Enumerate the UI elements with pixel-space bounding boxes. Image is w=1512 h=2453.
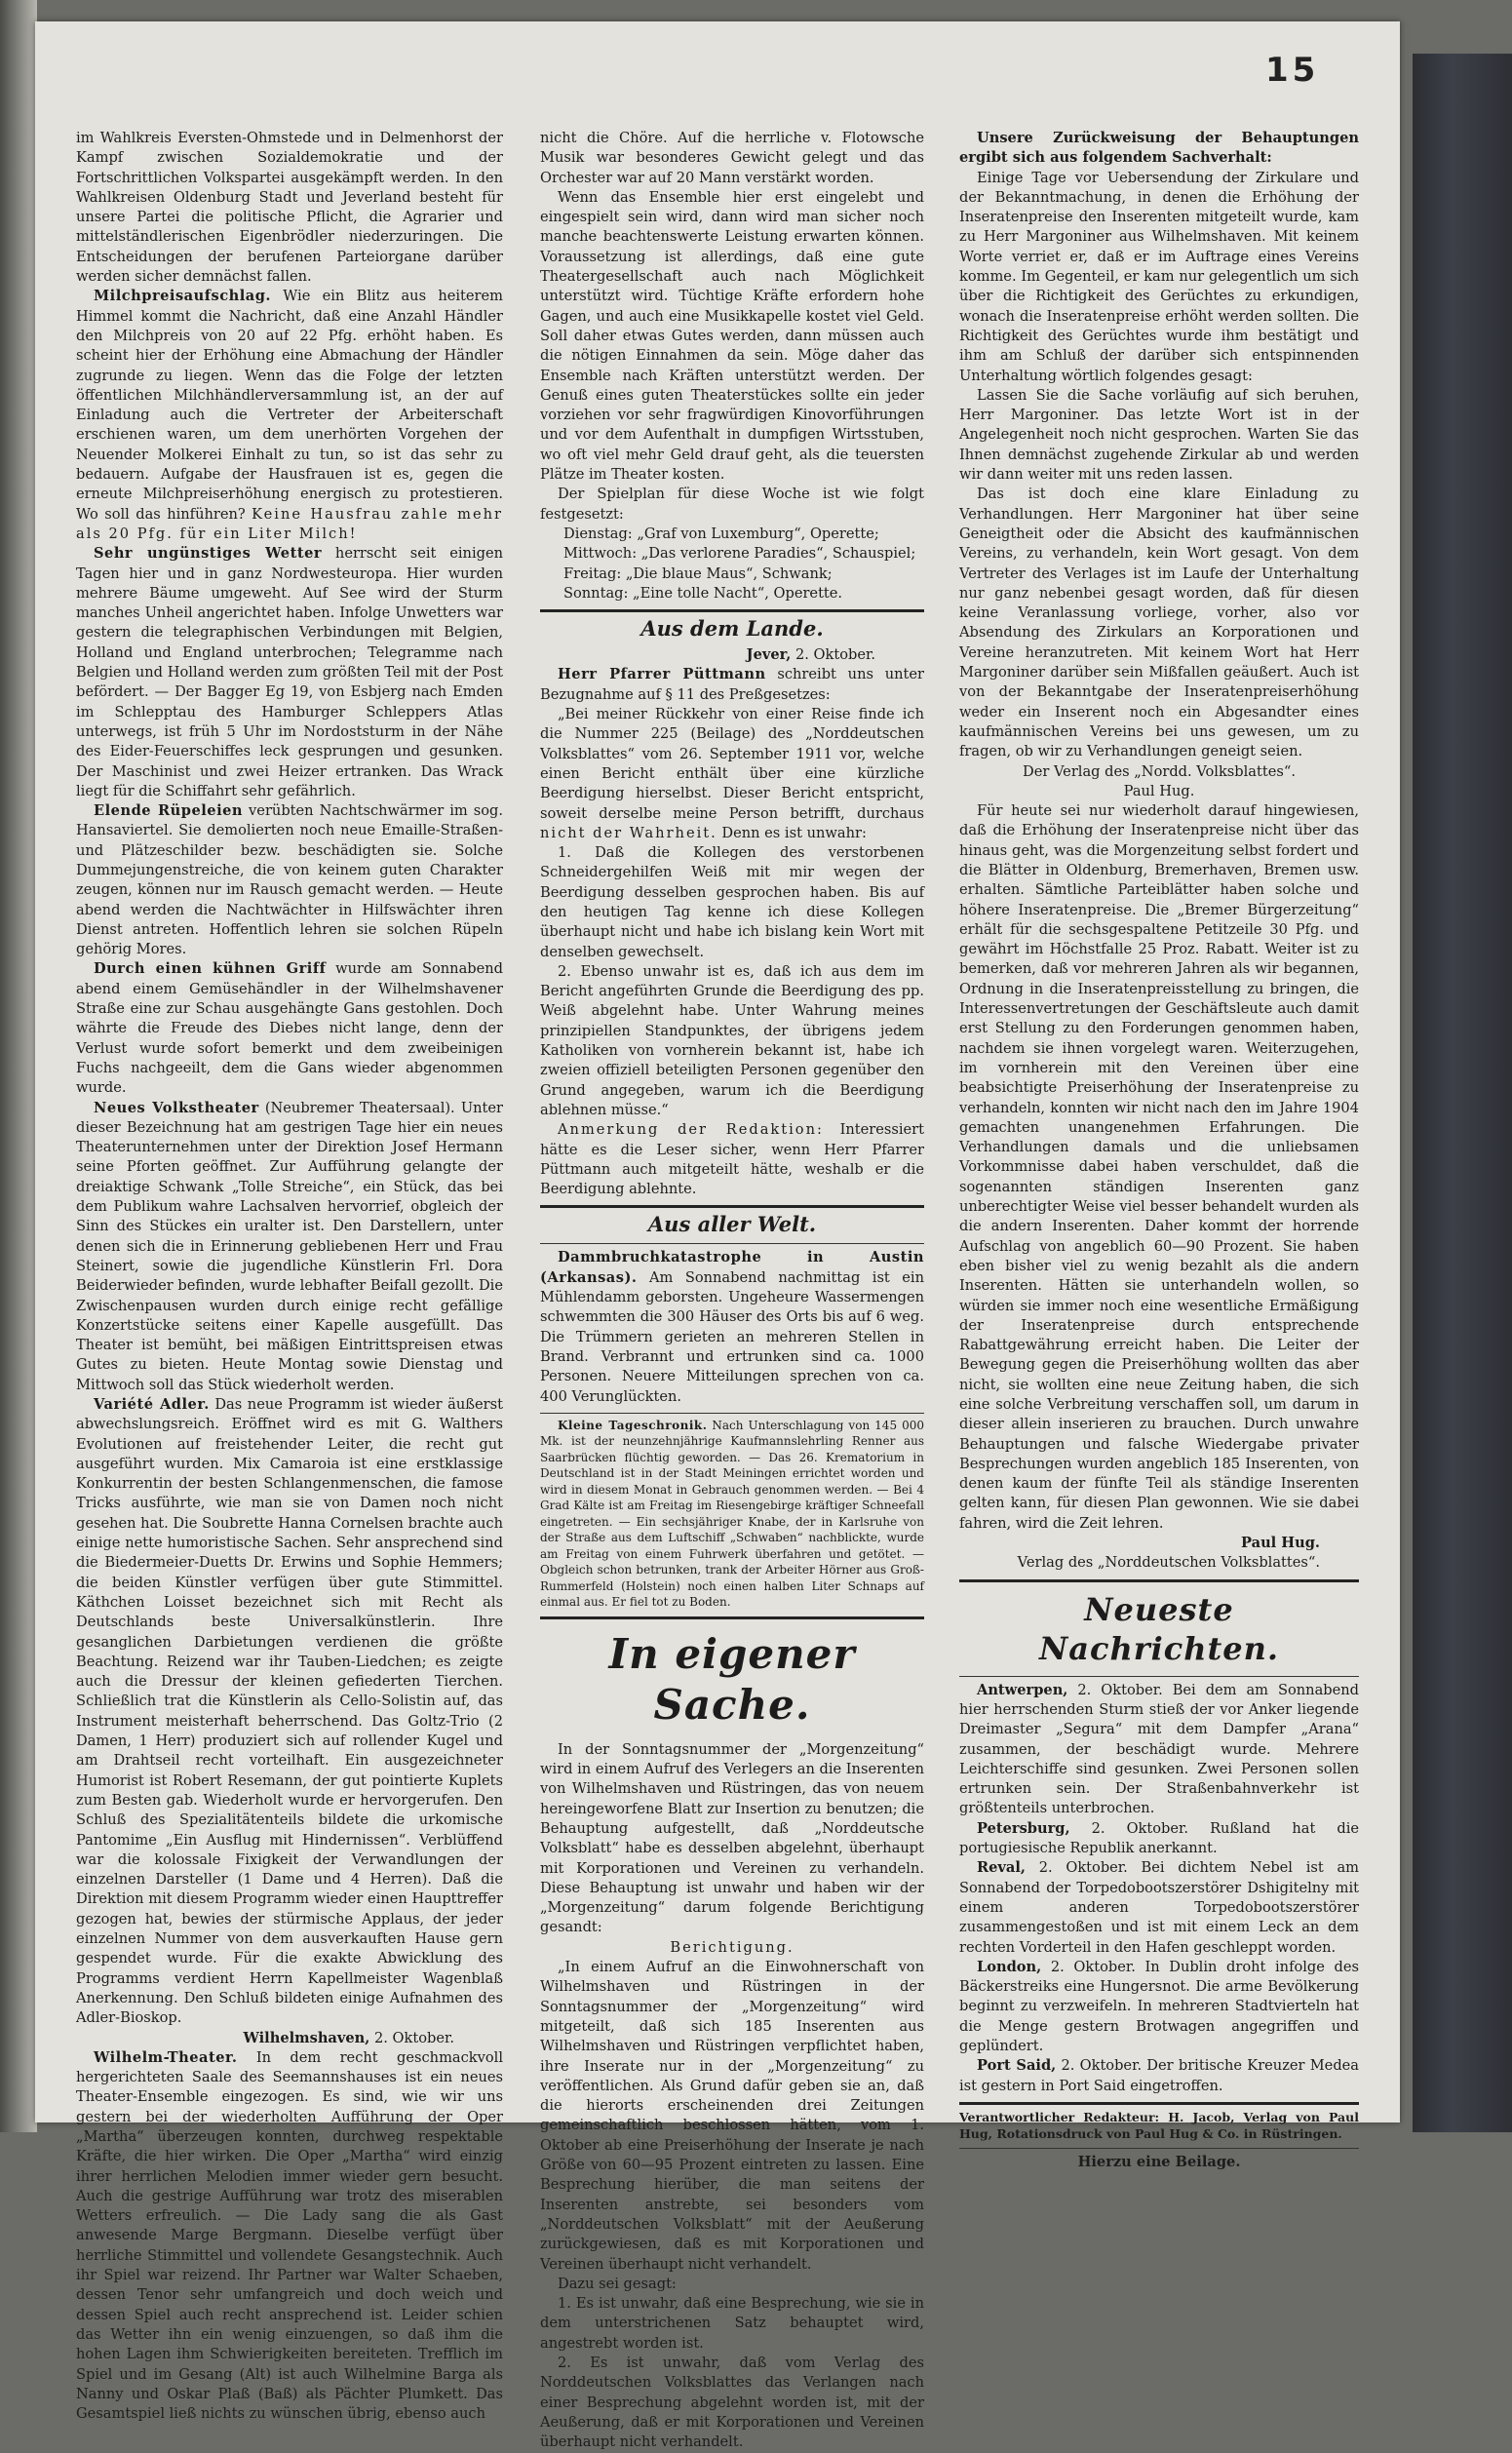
section-heading-welt: Aus aller Welt. <box>647 1212 817 1237</box>
article-body: Das neue Programm ist wieder äußerst abwechslungsreich. Eröffnet wird es mit G. Walthers Evolutionen auf freistehender Leiter, die recht gut ausgeführt wurden. Mix Camaroia ist eine erstklassige Konkurrentin der besten Schlangenmenschen, die famose Tricks ausführte, wie man sie von Damen noch nicht gesehen hat. Die Soubrette Hanna Cornelsen brachte auch einige nette humoristische Sachen. Sehr ansprechend sind die Biedermeier-Duetts Dr. Erwins und Sophie Hemmers; die beiden Künstler verfügen über gute Stimmittel. Käthchen Loisset bezeichnet sich mit Recht als Deutschlands beste Universalkünstlerin. Ihre gesanglichen Darbietungen verdienen die größte Beachtung. Reizend war ihr Tauben-Liedchen; es zeigte auch die Dressur der kleinen gefiederten Tierchen. Schließlich trat die Künstlerin als Cello-Solistin auf, das Instrument meisterhaft beherrschend. Das Goltz-Trio (2 Damen, 1 Herr) produziert sich auf rollender Kugel und am Drahtseil recht vorteilhaft. Ein ausgezeichneter Humorist ist Robert Resemann, der gut pointierte Kuplets zum Besten gab. Wiederholt wurde er hervorgerufen. Den Schluß des Spezialitätenteils bildete die urkomische Pantomime „Ein Ausflug mit Hindernissen“. Verblüffend war die kolossale Fixigkeit der Verwandlungen der einzelnen Darsteller (1 Dame und 4 Herren). Daß die Direktion mit diesem Programm wieder einen Haupttreffer gezogen hat, bewies der stürmische Applaus, der jeder einzelnen Nummer von dem ausverkauften Hause gern gespendet wurde. Für die exakte Abwicklung des Programms verdient Herrn Kapellmeister Wagenblaß Anerkennung. Den Schluß bildeten einige Aufnahmen des Adler-Bioskop. <box>76 1396 503 2027</box>
section-divider <box>540 1243 924 1244</box>
signature-name: Paul Hug. <box>1123 782 1195 799</box>
text: „Bei meiner Rückkehr von einer Reise finde ich die Nummer 225 (Beilage) des „Norddeutschen Volksblattes“ vom 26. September 1911 vor, welche einen Bericht enthält über eine kürzliche Beerdigung hierselbst. Dieser Bericht entspricht, soweit derselbe meine Person betrifft, durchaus <box>540 706 924 822</box>
section-heading-lande: Aus dem Lande. <box>640 616 824 642</box>
column-middle <box>540 129 925 2451</box>
paragraph: 2. Es ist unwahr, daß vom Verlag des Norddeutschen Volksblattes das Verlangen nach einer Besprechung abgelehnt worden ist, mit der Aeußerung, daß er mit Korporationen und Vereinen überhaupt nicht verhandelt. <box>540 2355 924 2451</box>
page-number: 15 <box>1265 51 1320 90</box>
subheading-berichtigung: Berichtigung. <box>670 1938 795 1956</box>
paragraph <box>540 1120 924 1199</box>
book-spine-edge <box>0 0 37 2132</box>
playbill-entry: Freitag: „Die blaue Maus“, Schwank; <box>563 565 833 582</box>
section-heading-neueste: Neueste Nachrichten. <box>1038 1590 1280 1667</box>
article-body: wurde am Sonnabend abend einem Gemüsehändler in der Wilhelmshavener Straße eine zur Schau ausgehängte Gans gestohlen. Doch währte die Freude des Diebes nicht lange, denn der Verlust wurde sofort bemerkt und dem zweibeinigen Fuchs nachgeeilt, dem die Gans wieder abgenommen wurde. <box>76 960 503 1097</box>
book-binding <box>1413 54 1512 2132</box>
signature-name: Paul Hug. <box>1241 1535 1320 1552</box>
dateline-date: 2. Oktober. <box>791 646 875 664</box>
dateline-date: 2. Oktober. <box>369 2029 454 2046</box>
article-wetter <box>76 544 503 801</box>
column-right <box>959 129 1359 2170</box>
article-lead: Dammbruchkatastrophe in Austin (Arkansas). <box>540 1249 924 1286</box>
article-ruepeleien <box>76 801 503 959</box>
article-body: In dem recht geschmackvoll hergerichteten Saale des Seemannshauses ist ein neues Theater-Ensemble eingezogen. Es sind, wie wir uns gestern bei der wiederholten Aufführung der Oper „Martha“ überzeugen konnten, durchweg respektable Kräfte, die hier wirken. Die Oper „Martha“ wird einzig ihrer herrlichen Melodien immer wieder gern besucht. Auch die gestrige Aufführung war trotz des miserablen Wetters erfreulich. — Die Lady sang die als Gast anwesende Marge Bergmann. Dieselbe verfügt über herrliche Stimmittel und vollendete Gesangstechnik. Auch ihr Spiel war reizend. Ihr Partner war Walter Schaeben, dessen Tenor sehr umfangreich und doch weich und dessen Spiel auch recht ansprechend ist. Leider schien das Wetter ihn ein wenig einzuengen, so daß ihm die hohen Lagen ihm Schwierigkeiten bereiteten. Trefflich im Spiel und im Gesang (Alt) ist auch Wilhelmine Barga als Nanny und Oskar Plaß (Baß) als Pächter Plumkett. Das Gesamtspiel ließ nichts zu wünschen übrig, ebenso auch <box>76 2048 503 2423</box>
article-volkstheater <box>76 1099 503 1395</box>
article-lead: Durch einen kühnen Griff <box>94 960 327 978</box>
article-lead: Neues Volkstheater <box>94 1099 259 1116</box>
paragraph: 1. Daß die Kollegen des verstorbenen Schneidergehilfen Weiß mit mir wegen der Beerdigung desselben gesprochen haben. Bis auf den heutigen Tag kenne ich diese Kollegen überhaupt nicht und habe ich bislang kein Wort mit denselben gewechselt. <box>540 844 924 960</box>
article-pfarrer <box>540 665 924 705</box>
section-divider <box>540 1413 924 1414</box>
article-lead: Wilhelm-Theater. <box>94 2048 238 2066</box>
news-body: 2. Oktober. In Dublin droht infolge des Bäckerstreiks eine Hungersnot. Die arme Bevölkerung beginnt zu verzweifeln. In mehreren Stadtvierteln hat die Menge gestern Brotwagen angegriffen und geplündert. <box>959 1958 1359 2055</box>
section-divider <box>959 2102 1359 2105</box>
section-divider <box>959 2148 1359 2149</box>
dateline <box>540 645 924 665</box>
newspaper-page <box>35 21 1400 2451</box>
text: Denn es ist unwahr: <box>717 824 867 841</box>
paragraph: nicht die Chöre. Auf die herrliche v. Flotowsche Musik war besonderes Gewicht gelegt und das Orchester war auf 20 Mann verstärkt worden. <box>540 130 924 186</box>
dateline-place: Wilhelmshaven, <box>243 2029 370 2046</box>
signature-verlag: Verlag des „Norddeutschen Volksblattes“. <box>1017 1554 1320 1572</box>
playbill-entry: Mittwoch: „Das verlorene Paradies“, Schauspiel; <box>563 545 916 563</box>
text-emphasis: Anmerkung der Redaktion: <box>558 1121 824 1139</box>
article-griff <box>76 959 503 1098</box>
article-wilhelm-theater <box>76 2048 503 2425</box>
article-body: Am Sonnabend nachmittag ist ein Mühlendamm geborsten. Ungeheure Wassermengen schwemmten die 300 Häuser des Orts bis auf 6 weg. Die Trümmern gerieten an mehreren Stellen in Brand. Verbrannt und ertrunken sind ca. 1000 Personen. Neuere Mitteilungen sprechen von ca. 400 Verunglückten. <box>540 1268 924 1405</box>
article-lead: Milchpreisaufschlag. <box>94 288 272 305</box>
section-divider <box>540 1205 924 1208</box>
paragraph: Lassen Sie die Sache vorläufig auf sich beruhen, Herr Margoniner. Das letzte Wort ist in der Angelegenheit noch nicht gesprochen. Warten Sie das Ihnen demnächst zugehende Zirkular ab und werden wir dann weiter mit uns reden lassen. <box>959 386 1359 484</box>
news-item <box>959 1858 1359 1957</box>
article-dammbruch <box>540 1248 924 1406</box>
section-divider <box>540 609 924 612</box>
paragraph: 2. Ebenso unwahr ist es, daß ich aus dem im Bericht angeführten Grunde die Beerdigung des pp. Weiß abgelehnt habe. Unter Wahrung meines prinzipiellen Standpunktes, der übrigens jedem Katholiken von vornherein bekannt ist, habe ich zweien offiziell beteiligten Personen gegenüber den Grund angegeben, warum ich die Beerdigung ablehnen müsse.“ <box>540 962 924 1118</box>
article-lead: Kleine Tageschronik. <box>558 1418 708 1432</box>
paragraph: Unsere Zurückweisung der Behauptungen ergibt sich aus folgendem Sachverhalt: <box>959 130 1359 167</box>
imprint: Verantwortlicher Redakteur: H. Jacob, Verlag von Paul Hug, Rotationsdruck von Paul Hug & Co. in Rüstringen. <box>959 2109 1359 2141</box>
section-heading-eigene-sache: In eigener Sache. <box>608 1629 856 1729</box>
playbill-entry: Dienstag: „Graf von Luxemburg“, Operette; <box>563 525 879 542</box>
dateline <box>76 2029 503 2048</box>
paragraph: Der Spielplan für diese Woche ist wie folgt festgesetzt: <box>540 486 924 523</box>
article-emphasis: Keine Hausfrau zahle mehr als 20 Pfg. für ein Liter Milch! <box>76 505 503 542</box>
paragraph: 1. Es ist unwahr, daß eine Besprechung, wie sie in dem unterstrichenen Satz behauptet wird, angestrebt worden ist. <box>540 2295 924 2352</box>
article-variete <box>76 1395 503 2029</box>
section-divider <box>959 1676 1359 1677</box>
paragraph <box>540 705 924 843</box>
paragraph: „In einem Aufruf an die Einwohnerschaft von Wilhelmshaven und Rüstringen in der Sonntagsnummer der „Morgenzeitung“ wird mitgeteilt, daß sich 185 Inserenten aus Wilhelmshaven und Rüstringen verpflichtet haben, ihre Inserate nur in der „Morgenzeitung“ zu veröffentlichen. Als Grund dafür geben sie an, daß die hierorts erscheinenden drei Zeitungen gemeinschaftlich beschlossen hätten, vom 1. Oktober ab eine Preiserhöhung der Inserate je nach Größe von 60—95 Prozent eintreten zu lassen. Eine Besprechung hierüber, die man seitens der Inserenten anstrebte, sei besonders vom „Norddeutschen Volksblatt“ mit der Aeußerung zurückgewiesen, daß es mit Korporationen und Vereinen überhaupt nicht verhandelt. <box>540 1959 924 2273</box>
article-milchpreis <box>76 287 503 544</box>
article-body: (Neubremer Theatersaal). Unter dieser Bezeichnung hat am gestrigen Tage hier ein neues Theaterunternehmen unter der Direktion Josef Hermann seine Pforten geöffnet. Zur Aufführung gelangte der dreiaktige Schwank „Tolle Streiche“, ein Stück, das bei dem Publikum wahre Lachsalven hervorrief, obgleich der Sinn des Stückes ein uralter ist. Den Darstellern, unter denen sich die in Erinnerung gebliebenen Herr und Frau Steinert, sowie die jugendliche Künstlerin Frl. Dora Beiderwieder befinden, wurde lebhafter Beifall gezollt. Die Zwischenpausen wurden durch einige recht gefällige Konzertstücke seitens einer Kapelle ausgefüllt. Das Theater ist bemüht, bei mäßigen Eintrittspreisen etwas Gutes zu bieten. Heute Montag sowie Dienstag und Mittwoch soll das Stück wiederholt werden. <box>76 1099 503 1393</box>
playbill-entry: Sonntag: „Eine tolle Nacht“, Operette. <box>563 584 843 602</box>
paragraph: Wenn das Ensemble hier erst eingelebt und eingespielt sein wird, dann wird man sicher noch manche beachtenswerte Leistung erwarten können. Voraussetzung ist allerdings, daß eine gute Theatergesellschaft auch nach Möglichkeit unterstützt wird. Tüchtige Kräfte erfordern hohe Gagen, und auch eine Musikkapelle kostet viel Geld. Soll daher etwas Gutes werden, dann müssen auch die nötigen Einnahmen da sein. Möge daher das Ensemble nach Kräften unterstützt werden. Der Genuß eines guten Theaterstückes sollte ein jeder vorziehen vor sehr fragwürdigen Kinovorführungen und vor dem Aufenthalt in dumpfigen Wirtsstuben, wo oft viel mehr Geld drauf geht, als die teuersten Plätze im Theater kosten. <box>540 188 924 484</box>
paragraph: Das ist doch eine klare Einladung zu Verhandlungen. Herr Margoniner hat über seine Geneigtheit oder die Absicht des kaufmännischen Vereins, zu verhandeln, kein Wort gesagt. Von dem Vertreter des Verlages ist im Laufe der Unterhaltung nur ganz nebenbei gesagt worden, daß für diesen keine Veranlassung vorliege, vorher, also vor Absendung des Zirkulars an Korporationen und Vereine heranzutreten. Mit keinem Wort hat Herr Margoniner darüber sein Mißfallen geäußert. Auch ist von der Bekanntgabe der Inseratenpreiserhöhung weder ein Inserent noch ein Abgesandter eines kaufmännischen Vereins bei uns gewesen, um zu fragen, ob wir zu Verhandlungen geneigt seien. <box>959 486 1359 760</box>
news-body: 2. Oktober. Rußland hat die portugiesische Republik anerkannt. <box>959 1819 1359 1857</box>
news-place: Reval, <box>977 1859 1026 1877</box>
news-item <box>959 2056 1359 2096</box>
news-item <box>959 1819 1359 1859</box>
paragraph: im Wahlkreis Eversten-Ohmstede und in Delmenhorst der Kampf zwischen Sozialdemokratie und der Fortschrittlichen Volkspartei ausgekämpft werden. In den Wahlkreisen Oldenburg Stadt und Jeverland besteht für unsere Partei die politische Pflicht, die Agrarier und mittelständlerischen Eigenbrödler niederzuringen. Die Entscheidungen der berufenen Parteiorgane darüber werden sicher demnächst fallen. <box>76 130 503 286</box>
article-body: schreibt uns unter Bezugnahme auf § 11 des Preßgesetzes: <box>540 666 925 703</box>
section-divider <box>959 1579 1359 1582</box>
article-body: Nach Unterschlagung von 145 000 Mk. ist der neunzehnjährige Kaufmannslehrling Renner aus Saarbrücken flüchtig geworden. — Das 26. Krematorium in Deutschland ist in der Stadt Meiningen errichtet worden und wird in diesem Monat in Gebrauch genommen werden. — Bei 4 Grad Kälte ist am Freitag im Riesengebirge kräftiger Schneefall eingetreten. — Ein sechsjähriger Knabe, der in Karlsruhe von der Straße aus dem Luftschiff „Schwaben“ nachblickte, wurde am Freitag von einem Fuhrwerk überfahren und getötet. — Obgleich schon betrunken, trank der Arbeiter Hörner aus Groß-Rummerfeld (Holstein) noch einen halben Liter Schnaps auf einmal aus. Er fiel tot zu Boden. <box>540 1418 924 1610</box>
news-item <box>959 1681 1359 1819</box>
dateline-place: Jever, <box>746 646 792 664</box>
paragraph: In der Sonntagsnummer der „Morgenzeitung“ wird in einem Aufruf des Verlegers an die Inserenten von Wilhelmshaven und Rüstringen, das von neuem hereingeworfene Blatt zur Insertion zu benutzen; die Behauptung aufgestellt, daß „Norddeutsche Volksblatt“ habe es desselben abgelehnt, überhaupt mit Korporationen und Vereinen zu verhandeln. Diese Behauptung ist unwahr und haben wir der „Morgenzeitung“ darum folgende Berichtigung gesandt: <box>540 1740 924 1936</box>
article-tageschronik <box>540 1418 924 1611</box>
paragraph: Dazu sei gesagt: <box>558 2275 677 2292</box>
article-lead: Herr Pfarrer Püttmann <box>558 666 766 683</box>
paragraph: Einige Tage vor Uebersendung der Zirkulare und der Bekanntmachung, in denen die Erhöhung der Inseratenpreise den Inserenten mitgeteilt wurde, kam zu Herr Margoniner aus Wilhelmshaven. Mit keinem Worte verriet er, daß er im Auftrage eines Vereins komme. Im Gegenteil, er kam nur gelegentlich um sich über die Richtigkeit des Gerüchtes zu erkundigen, wonach die Inseratenpreise erhöht werden sollten. Die Richtigkeit des Gerüchtes wurde ihm bestätigt und ihm am Schluß der darüber sich entspinnenden Unterhaltung wörtlich folgendes gesagt: <box>959 169 1359 384</box>
article-body: verübten Nachtschwärmer im sog. Hansaviertel. Sie demolierten noch neue Emaille-Straßen- und Plätzeschilder bezw. beschädigten sie. Solche Dummejungenstreiche, die von keinem guten Charakter zeugen, können nur im Rausch gemacht werden. — Heute abend werden die Nachtwächter in Hilfswächter ihren Dienst antreten. Hoffentlich lehren sie solchen Rüpeln gehörig Mores. <box>76 802 503 958</box>
news-body: 2. Oktober. Der britische Kreuzer Medea ist gestern in Port Said eingetroffen. <box>959 2057 1359 2094</box>
article-lead: Variété Adler. <box>94 1396 210 1413</box>
article-body: herrscht seit einigen Tagen hier und in ganz Nordwesteuropa. Hier wurden mehrere Bäume umgeweht. Auf See wird der Sturm manches Unheil angerichtet haben. Infolge Unwetters war gestern die telegraphischen Verbindungen mit Belgien, Holland und England unterbrochen; Telegramme nach Belgien und Holland werden zum größten Teil mit der Post befördert. — Der Bagger Eg 19, von Esbjerg nach Emden im Schlepptau des Hamburger Schleppers Atlas unterwegs, ist früh 5 Uhr im Nordoststurm in der Nähe des Eider-Feuerschiffes leck gesprungen und gesunken. Der Maschinist und zwei Heizer ertranken. Das Wrack liegt für die Schiffahrt sehr gefährlich. <box>76 545 503 799</box>
signature-verlag: Der Verlag des „Nordd. Volksblattes“. <box>1023 762 1296 780</box>
news-item <box>959 1958 1359 2056</box>
text-emphasis: nicht der Wahrheit. <box>540 824 717 841</box>
news-place: Antwerpen, <box>977 1681 1068 1698</box>
news-place: Port Said, <box>977 2057 1057 2075</box>
news-body: 2. Oktober. Bei dem am Sonnabend hier herrschenden Sturm stieß der vor Anker liegende Dreimaster „Segura“ mit dem Dampfer „Arana“ zusammen, der beschädigt wurde. Mehrere Leichterschiffe sind gesunken. Zwei Personen sollen ertrunken sein. Der Straßenbahnverkehr ist größtenteils unterbrochen. <box>959 1681 1359 1817</box>
article-lead: Sehr ungünstiges Wetter <box>94 545 323 563</box>
playbill <box>540 525 924 604</box>
supplement-note: Hierzu eine Beilage. <box>1077 2153 1241 2170</box>
section-divider <box>540 1616 924 1619</box>
column-left <box>76 129 503 2423</box>
news-place: London, <box>977 1958 1042 1975</box>
article-body: Wie ein Blitz aus heiterem Himmel kommt die Nachricht, daß eine Anzahl Händler den Milchpreis von 20 auf 22 Pfg. erhöht haben. Es scheint hier der Erhöhung eine Abmachung der Händler zugrunde zu liegen. Wenn das die Folge der letzten öffentlichen Milchhändlerversammlung ist, an der auf Einladung auch die Vertreter der Arbeiterschaft erschienen waren, um dem unerhörten Vorgehen der Neuender Molkerei Einhalt zu tun, so ist das sehr zu bedauern. Aufgabe der Hausfrauen ist es, gegen die erneute Milchpreiserhöhung energisch zu protestieren. Wo soll das hinführen? <box>76 288 503 523</box>
text: Interessiert hätte es die Leser sicher, wenn Herr Pfarrer Püttmann auch mitgeteilt hätte, weshalb er die Beerdigung ablehnte. <box>540 1121 924 1198</box>
article-lead: Elende Rüpeleien <box>94 802 244 820</box>
news-body: 2. Oktober. Bei dichtem Nebel ist am Sonnabend der Torpedobootszerstörer Dshigitelny mit einem anderen Torpedobootszerstörer zusammengestoßen und ist mit einem Leck an dem rechten Vorderteil in den Hafen geschleppt worden. <box>959 1859 1359 1956</box>
paragraph: Für heute sei nur wiederholt darauf hingewiesen, daß die Erhöhung der Inseratenpreise nicht über das hinaus geht, was die Morgenzeitung selbst fordert und die Blätter in Oldenburg, Bremerhaven, Bremen usw. erhalten. Sämtliche Parteiblätter haben solche und höhere Inseratenpreise. Die „Bremer Bürgerzeitung“ erhält für die sechsgespaltene Petitzeile 30 Pfg. und gewährt im Höchstfalle 25 Proz. Rabatt. Weiter ist zu bemerken, daß vor mehreren Jahren als wir begannen, Ordnung in die Inseratenpreisstellung zu bringen, die Interessenvertretungen der Geschäftsleute auch damit erst Stellung zu den Forderungen genommen haben, nachdem sie ihnen vorgelegt waren. Weiterzugehen, im vornherein mit den Vereinen über eine beabsichtigte Preiserhöhung der Inseratenpreise zu verhandeln, konnten wir nicht nach den im Jahre 1904 gemachten unangenehmen Erfahrungen. Die Verhandlungen damals und die unliebsamen Vorkommnisse dabei haben verschuldet, daß die sogenannten ständigen Inserenten ganz unberechtigter Weise viel besser behandelt wurden als die andern Inserenten. Daher kommt der horrende Aufschlag von angeblich 60—90 Prozent. Sie haben eben bisher viel zu wenig bezahlt als die andern Inserenten. Hätten sie unterhandeln wollen, so würden sie immer noch eine wesentliche Ermäßigung der Inseratenpreise durch entsprechende Rabattgewährung erreicht haben. Die Leiter der Bewegung gegen die Preiserhöhung wollten das aber nicht, sie wollten eine neue Zeitung haben, die sich eine solche Verbreitung verschaffen soll, um darum in dieser allein inserieren zu brauchen. Durch unwahre Behauptungen und falsche Wiedergabe privater Besprechungen wurden angeblich 185 Inserenten, von denen kaum der fünfte Teil als ständige Inserenten gelten kann, für diesen Plan gewonnen. Wie sie dabei fahren, wird die Zeit lehren. <box>959 802 1359 1532</box>
news-place: Petersburg, <box>977 1819 1070 1837</box>
